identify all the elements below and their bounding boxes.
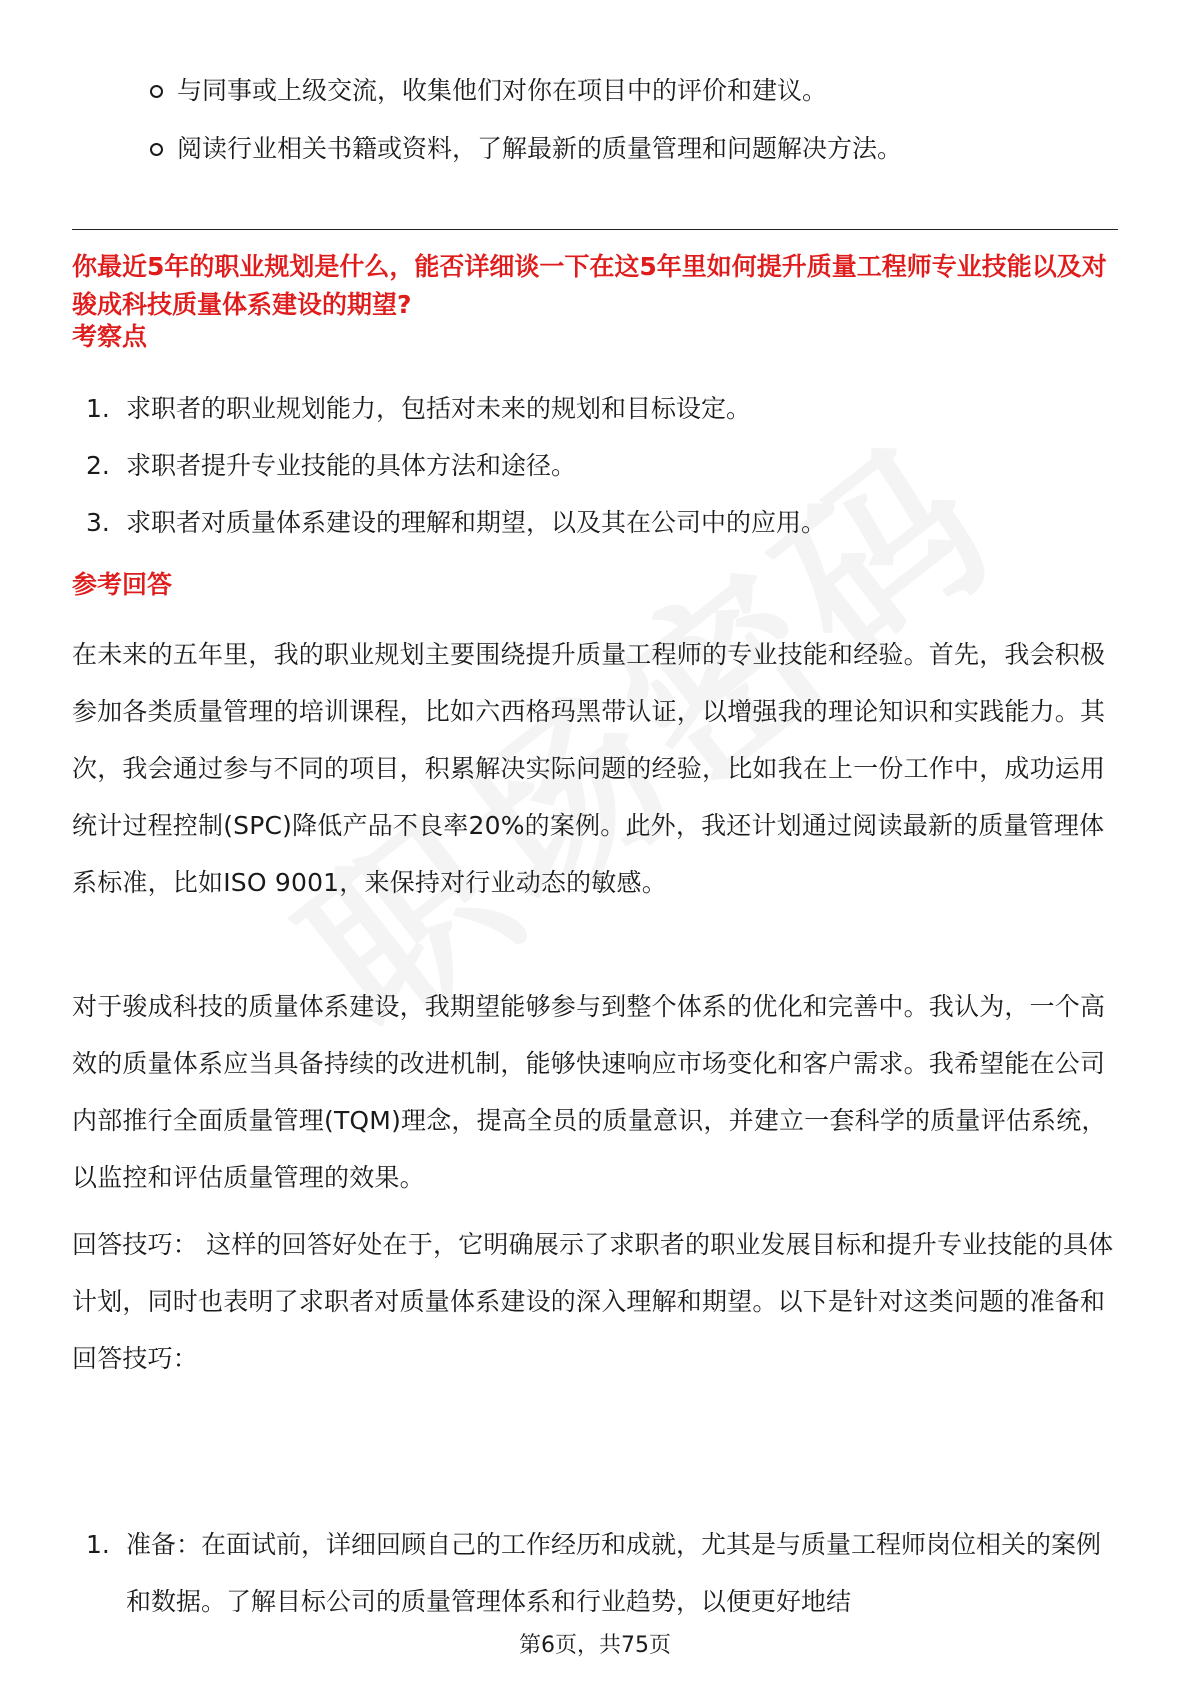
list-text: 准备：在面试前，详细回顾自己的工作经历和成就，尤其是与质量工程师岗位相关的案例和数据。了解目标公司的质量管理体系和行业趋势，以便更好地结 — [126, 1530, 1102, 1616]
page-footer: 第6页，共75页 — [519, 1633, 671, 1658]
list-item — [86, 437, 1116, 494]
list-text: 求职者的职业规划能力，包括对未来的规划和目标设定。 — [126, 394, 752, 423]
hollow-bullet-icon — [150, 85, 163, 98]
list-text: 求职者对质量体系建设的理解和期望，以及其在公司中的应用。 — [126, 508, 827, 537]
list-item — [150, 62, 1110, 120]
answer-label: 参考回答 — [72, 570, 173, 599]
list-text: 求职者提升专业技能的具体方法和途径。 — [126, 451, 577, 480]
answer-paragraph: 在未来的五年里，我的职业规划主要围绕提升质量工程师的专业技能和经验。首先，我会积极参加各类质量管理的培训课程，比如六西格玛黑带认证，以增强我的理论知识和实践能力。其次，我会通过参与不同的项目，积累解决实际问题的经验，比如我在上一份工作中，成功运用统计过程控制(SPC)降低产品不良率20%的案例。此外，我还计划通过阅读最新的质量管理体系标准，比如ISO 9001，来保持对行业动态的敏感。 — [72, 640, 1106, 897]
list-item — [86, 494, 1116, 551]
list-item — [150, 120, 1110, 178]
list-number: 3. — [86, 508, 110, 537]
focus-point-list — [86, 380, 1116, 551]
list-number: 1. — [86, 394, 110, 423]
top-bullet-list — [150, 62, 1110, 178]
bullet-text: 阅读行业相关书籍或资料，了解最新的质量管理和问题解决方法。 — [177, 134, 903, 163]
answer-paragraph: 对于骏成科技的质量体系建设，我期望能够参与到整个体系的优化和完善中。我认为，一个高效的质量体系应当具备持续的改进机制，能够快速响应市场变化和客户需求。我希望能在公司内部推行全面质量管理(TQM)理念，提高全员的质量意识，并建立一套科学的质量评估系统，以监控和评估质量管理的效果。 — [72, 992, 1107, 1192]
tips-list — [86, 1516, 1116, 1630]
answer-tips-paragraph: 回答技巧： 这样的回答好处在于，它明确展示了求职者的职业发展目标和提升专业技能的具体计划，同时也表明了求职者对质量体系建设的深入理解和期望。以下是针对这类问题的准备和回答技巧： — [72, 1230, 1114, 1373]
list-number: 2. — [86, 451, 110, 480]
hollow-bullet-icon — [150, 143, 163, 156]
focus-label: 考察点 — [72, 322, 148, 351]
list-item — [86, 380, 1116, 437]
question-heading: 你最近5年的职业规划是什么，能否详细谈一下在这5年里如何提升质量工程师专业技能以及对骏成科技质量体系建设的期望? — [72, 252, 1107, 319]
list-number: 1. — [86, 1530, 110, 1559]
section-divider — [72, 229, 1118, 230]
bullet-text: 与同事或上级交流，收集他们对你在项目中的评价和建议。 — [177, 76, 828, 105]
list-item — [86, 1516, 1116, 1630]
